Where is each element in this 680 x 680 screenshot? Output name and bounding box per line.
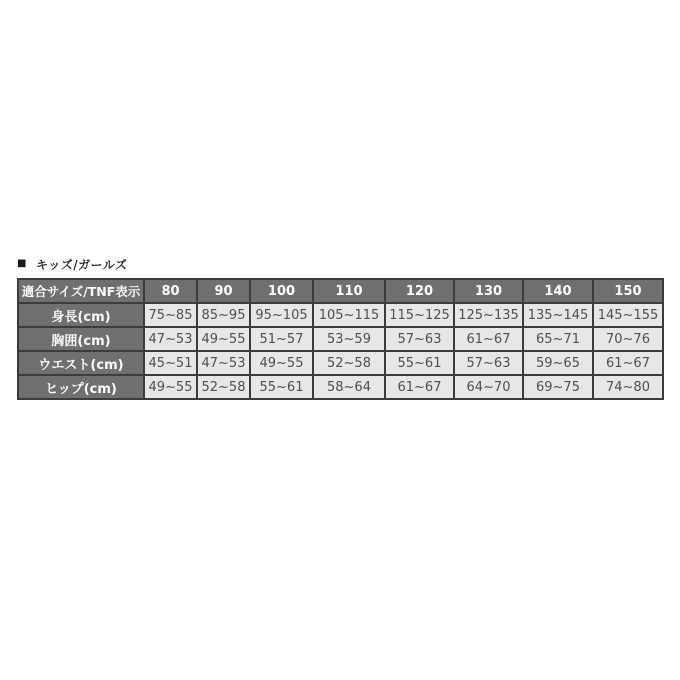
size-cell: 51~57 bbox=[250, 327, 313, 351]
size-cell: 105~115 bbox=[313, 303, 385, 327]
size-cell: 65~71 bbox=[523, 327, 593, 351]
section-heading bbox=[17, 256, 128, 272]
size-cell: 49~55 bbox=[250, 351, 313, 375]
table-header-row bbox=[18, 279, 663, 303]
size-cell: 57~63 bbox=[385, 327, 454, 351]
size-chart-table bbox=[17, 278, 664, 400]
size-cell: 45~51 bbox=[144, 351, 197, 375]
size-cell: 55~61 bbox=[385, 351, 454, 375]
row-label-waist: ウエスト(cm) bbox=[18, 351, 144, 375]
col-header-110: 110 bbox=[313, 279, 385, 303]
section-title: キッズ/ガールズ bbox=[35, 257, 128, 272]
col-header-150: 150 bbox=[593, 279, 663, 303]
size-cell: 47~53 bbox=[197, 351, 250, 375]
size-cell: 125~135 bbox=[454, 303, 523, 327]
size-cell: 49~55 bbox=[197, 327, 250, 351]
size-cell: 75~85 bbox=[144, 303, 197, 327]
size-cell: 85~95 bbox=[197, 303, 250, 327]
table-row-height bbox=[18, 303, 663, 327]
size-cell: 57~63 bbox=[454, 351, 523, 375]
col-header-size-label: 適合サイズ/TNF表示 bbox=[18, 279, 144, 303]
col-header-90: 90 bbox=[197, 279, 250, 303]
size-cell: 52~58 bbox=[197, 375, 250, 399]
col-header-100: 100 bbox=[250, 279, 313, 303]
square-bullet-icon: ■ bbox=[17, 258, 27, 269]
table-row-waist bbox=[18, 351, 663, 375]
size-cell: 55~61 bbox=[250, 375, 313, 399]
col-header-120: 120 bbox=[385, 279, 454, 303]
size-cell: 53~59 bbox=[313, 327, 385, 351]
table-row-chest bbox=[18, 327, 663, 351]
size-cell: 61~67 bbox=[385, 375, 454, 399]
size-cell: 59~65 bbox=[523, 351, 593, 375]
size-cell: 61~67 bbox=[593, 351, 663, 375]
size-cell: 47~53 bbox=[144, 327, 197, 351]
size-cell: 135~145 bbox=[523, 303, 593, 327]
size-cell: 69~75 bbox=[523, 375, 593, 399]
row-label-chest: 胸囲(cm) bbox=[18, 327, 144, 351]
size-cell: 58~64 bbox=[313, 375, 385, 399]
size-cell: 74~80 bbox=[593, 375, 663, 399]
size-cell: 49~55 bbox=[144, 375, 197, 399]
table-row-hip bbox=[18, 375, 663, 399]
size-cell: 145~155 bbox=[593, 303, 663, 327]
size-cell: 61~67 bbox=[454, 327, 523, 351]
size-cell: 95~105 bbox=[250, 303, 313, 327]
size-cell: 64~70 bbox=[454, 375, 523, 399]
col-header-80: 80 bbox=[144, 279, 197, 303]
row-label-height: 身長(cm) bbox=[18, 303, 144, 327]
col-header-130: 130 bbox=[454, 279, 523, 303]
col-header-140: 140 bbox=[523, 279, 593, 303]
size-cell: 115~125 bbox=[385, 303, 454, 327]
row-label-hip: ヒップ(cm) bbox=[18, 375, 144, 399]
size-cell: 70~76 bbox=[593, 327, 663, 351]
size-cell: 52~58 bbox=[313, 351, 385, 375]
